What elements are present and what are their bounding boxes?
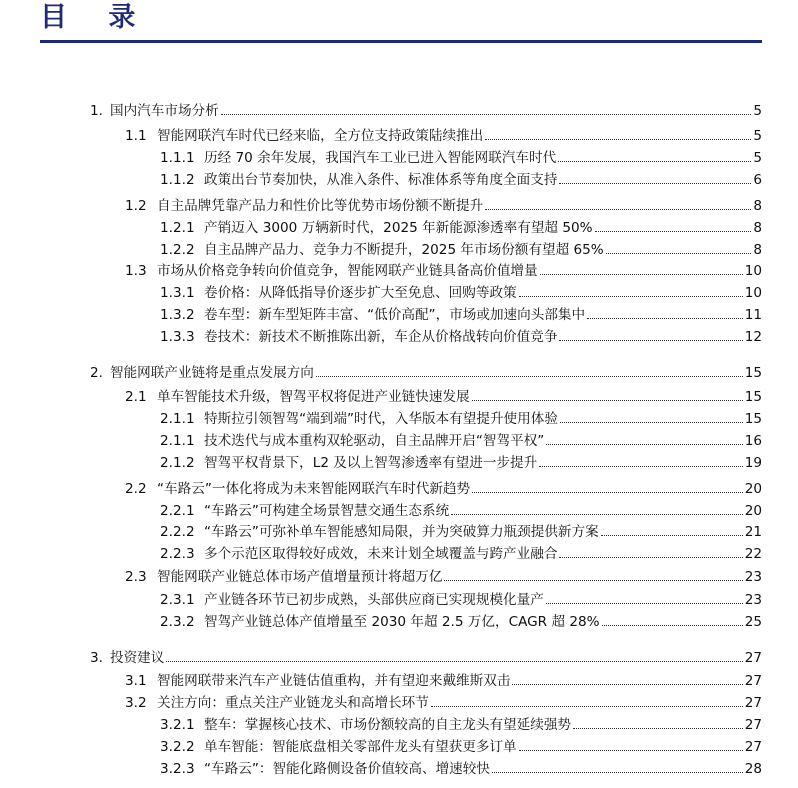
toc-entry[interactable] [125,125,762,147]
toc-entry[interactable] [125,566,762,588]
dot-leader [512,684,742,685]
dot-leader [431,706,743,707]
toc-entry-page: 5 [753,128,762,144]
toc-entry[interactable] [160,758,762,780]
toc-entry-title: 单车智能技术升级，智驾平权将促进产业链快速发展 [157,389,470,405]
toc-entry[interactable] [90,362,762,384]
toc-entry-page: 11 [744,307,762,323]
dot-leader [606,253,752,254]
toc-entry-title: 产销迈入 3000 万辆新时代，2025 年新能源渗透率有望超 50% [204,220,593,236]
toc-entry-title: 自主品牌产品力、竞争力不断提升，2025 年市场份额有望超 65% [204,242,604,258]
dot-leader [546,603,743,604]
toc-entry[interactable] [160,147,762,169]
toc-entry[interactable] [125,195,762,217]
toc-entry-title: 智能网联产业链将是重点发展方向 [110,365,314,381]
toc-entry-title: 国内汽车市场分析 [110,103,219,119]
toc-entry-page: 27 [744,695,762,711]
toc-entry-title: 多个示范区取得较好成效，未来计划全域覆盖与跨产业融合 [204,546,558,562]
dot-leader [559,557,742,558]
dot-leader [221,114,752,115]
dot-leader [316,376,743,377]
toc-entry-page: 15 [744,389,762,405]
toc-entry-number: 3.1 [125,673,147,689]
dot-leader [539,466,742,467]
dot-leader [485,209,751,210]
toc-entry-page: 12 [744,329,762,345]
toc-entry[interactable] [160,521,762,543]
toc-entry-number: 2.3 [125,569,147,585]
toc-entry-title: “车路云”可构建全场景智慧交通生态系统 [204,503,450,519]
toc-entry-number: 1. [90,103,103,119]
toc-entry-page: 28 [744,761,762,777]
toc-entry-title: 卷车型：新车型矩阵丰富、“低价高配”，市场或加速向头部集中 [204,307,586,323]
toc-entry-title: 自主品牌凭靠产品力和性价比等优势市场份额不断提升 [157,198,484,214]
toc-entry-title: 智驾产业链总体产值增量至 2030 年超 2.5 万亿，CAGR 超 28% [204,614,600,630]
dot-leader [472,400,743,401]
toc-entry[interactable] [125,260,762,282]
toc-entry[interactable] [160,611,762,633]
dot-leader [485,139,751,140]
toc-entry[interactable] [90,647,762,669]
toc-entry-page: 8 [753,198,762,214]
dot-leader [519,296,743,297]
toc-entry[interactable] [125,386,762,408]
toc-entry-number: 2.3.2 [160,614,195,630]
dot-leader [559,183,751,184]
toc-entry-page: 6 [753,172,762,188]
toc-entry-title: 单车智能：智能底盘相关零部件龙头有望获更多订单 [204,739,517,755]
toc-entry[interactable] [160,452,762,474]
toc-entry-title: 政策出台节奏加快，从准入条件、标准体系等角度全面支持 [204,172,558,188]
toc-entry-title: 特斯拉引领智驾“端到端”时代，入华版本有望提升使用体验 [204,411,558,427]
toc-entry[interactable] [160,304,762,326]
toc-entry-page: 27 [744,717,762,733]
toc-entry-title: 卷价格：从降低指导价逐步扩大至免息、回购等政策 [204,285,517,301]
toc-entry-number: 1.2.1 [160,220,195,236]
toc-entry[interactable] [160,430,762,452]
toc-entry-number: 1.3 [125,263,147,279]
toc-entry-title: 技术迭代与成本重构双轮驱动，自主品牌开启“智驾平权” [204,433,545,449]
dot-leader [540,274,743,275]
toc-entry[interactable] [125,478,762,500]
toc-entry-page: 21 [744,524,762,540]
toc-entry-title: 市场从价格竞争转向价值竞争，智能网联产业链具备高价值增量 [157,263,538,279]
toc-entry-title: 产业链各环节已初步成熟，头部供应商已实现规模化量产 [204,592,544,608]
toc-entry[interactable] [160,543,762,565]
dot-leader [601,535,743,536]
toc-entry-number: 3.2 [125,695,147,711]
toc-entry-number: 2.2.2 [160,524,195,540]
toc-entry-number: 1.3.3 [160,329,195,345]
toc-entry[interactable] [160,326,762,348]
toc-entry-page: 15 [744,411,762,427]
toc-entry-page: 10 [744,285,762,301]
dot-leader [558,161,751,162]
toc-entry-title: 智能网联汽车时代已经来临，全方位支持政策陆续推出 [157,128,484,144]
toc-entry[interactable] [160,239,762,261]
dot-leader [492,772,743,773]
toc-entry-title: 历经 70 余年发展，我国汽车工业已进入智能网联汽车时代 [204,150,557,166]
toc-entry-title: 智能网联带来汽车产业链估值重构，并有望迎来戴维斯双击 [157,673,511,689]
toc-title: 目 录 [40,2,152,33]
toc-entry[interactable] [160,589,762,611]
toc-entry-number: 2.1 [125,389,147,405]
toc-entry-page: 16 [744,433,762,449]
dot-leader [444,580,742,581]
toc-entry-page: 27 [744,650,762,666]
toc-entry-page: 23 [744,569,762,585]
toc-entry-number: 2.2 [125,481,147,497]
toc-entry-title: 卷技术：新技术不断推陈出新，车企从价格战转向价值竞争 [204,329,558,345]
dot-leader [573,728,743,729]
toc-entry-title: “车路云”可弥补单车智能感知局限，并为突破算力瓶颈提供新方案 [204,524,599,540]
toc-entry-number: 1.1.1 [160,150,195,166]
dot-leader [560,422,743,423]
toc-entry-number: 1.3.1 [160,285,195,301]
toc-entry-title: 智驾平权背景下，L2 及以上智驾渗透率有望进一步提升 [204,455,538,471]
toc-entry-number: 2.1.1 [160,411,195,427]
toc-entry-number: 2. [90,365,103,381]
toc-entry-title: “车路云”一体化将成为未来智能网联汽车时代新趋势 [157,481,471,497]
toc-entry-page: 23 [744,592,762,608]
toc-entry-number: 3.2.2 [160,739,195,755]
dot-leader [546,444,742,445]
dot-leader [451,514,743,515]
toc-entry[interactable] [160,217,762,239]
toc-entry[interactable] [160,169,762,191]
toc-entry-page: 20 [744,481,762,497]
toc-entry-number: 1.1 [125,128,147,144]
dot-leader [559,340,742,341]
toc-entry-page: 22 [744,546,762,562]
toc-entry[interactable] [160,408,762,430]
toc-entry-title: 投资建议 [110,650,165,666]
toc-entry-page: 25 [744,614,762,630]
toc-entry-page: 27 [744,739,762,755]
toc-entry-number: 1.2 [125,198,147,214]
toc-entry[interactable] [160,500,762,522]
toc-entry-page: 5 [753,103,762,119]
toc-entry-number: 2.3.1 [160,592,195,608]
dot-leader [602,625,743,626]
toc-entry-page: 19 [744,455,762,471]
dot-leader [166,661,742,662]
toc-entry-number: 1.3.2 [160,307,195,323]
toc-entry-page: 15 [744,365,762,381]
toc-entry-number: 2.1.2 [160,455,195,471]
toc-entry-page: 27 [744,673,762,689]
toc-entry-number: 2.2.1 [160,503,195,519]
toc-entry-number: 1.2.2 [160,242,195,258]
toc-entry-number: 1.1.2 [160,172,195,188]
toc-entry-number: 2.1.1 [160,433,195,449]
toc-entry[interactable] [160,282,762,304]
toc-entry[interactable] [160,736,762,758]
toc-entry-number: 3.2.1 [160,717,195,733]
toc-entry-title: “车路云”：智能化路侧设备价值较高、增速较快 [204,761,490,777]
dot-leader [472,492,743,493]
dot-leader [519,750,743,751]
toc-entry-number: 2.2.3 [160,546,195,562]
toc-entry-page: 10 [744,263,762,279]
title-divider [40,40,762,43]
toc-entry-page: 20 [744,503,762,519]
toc-entry[interactable] [90,100,762,122]
toc-entry-page: 8 [753,220,762,236]
dot-leader [587,318,743,319]
toc-entry-title: 关注方向：重点关注产业链龙头和高增长环节 [157,695,429,711]
toc-entry-page: 8 [753,242,762,258]
toc-entry[interactable] [125,670,762,692]
toc-entry[interactable] [125,692,762,714]
toc-entry-number: 3.2.3 [160,761,195,777]
toc-entry[interactable] [160,714,762,736]
toc-entry-number: 3. [90,650,103,666]
toc-entry-title: 整车：掌握核心技术、市场份额较高的自主龙头有望延续强势 [204,717,572,733]
dot-leader [595,231,752,232]
toc-entry-page: 5 [753,150,762,166]
toc-entry-title: 智能网联产业链总体市场产值增量预计将超万亿 [157,569,443,585]
